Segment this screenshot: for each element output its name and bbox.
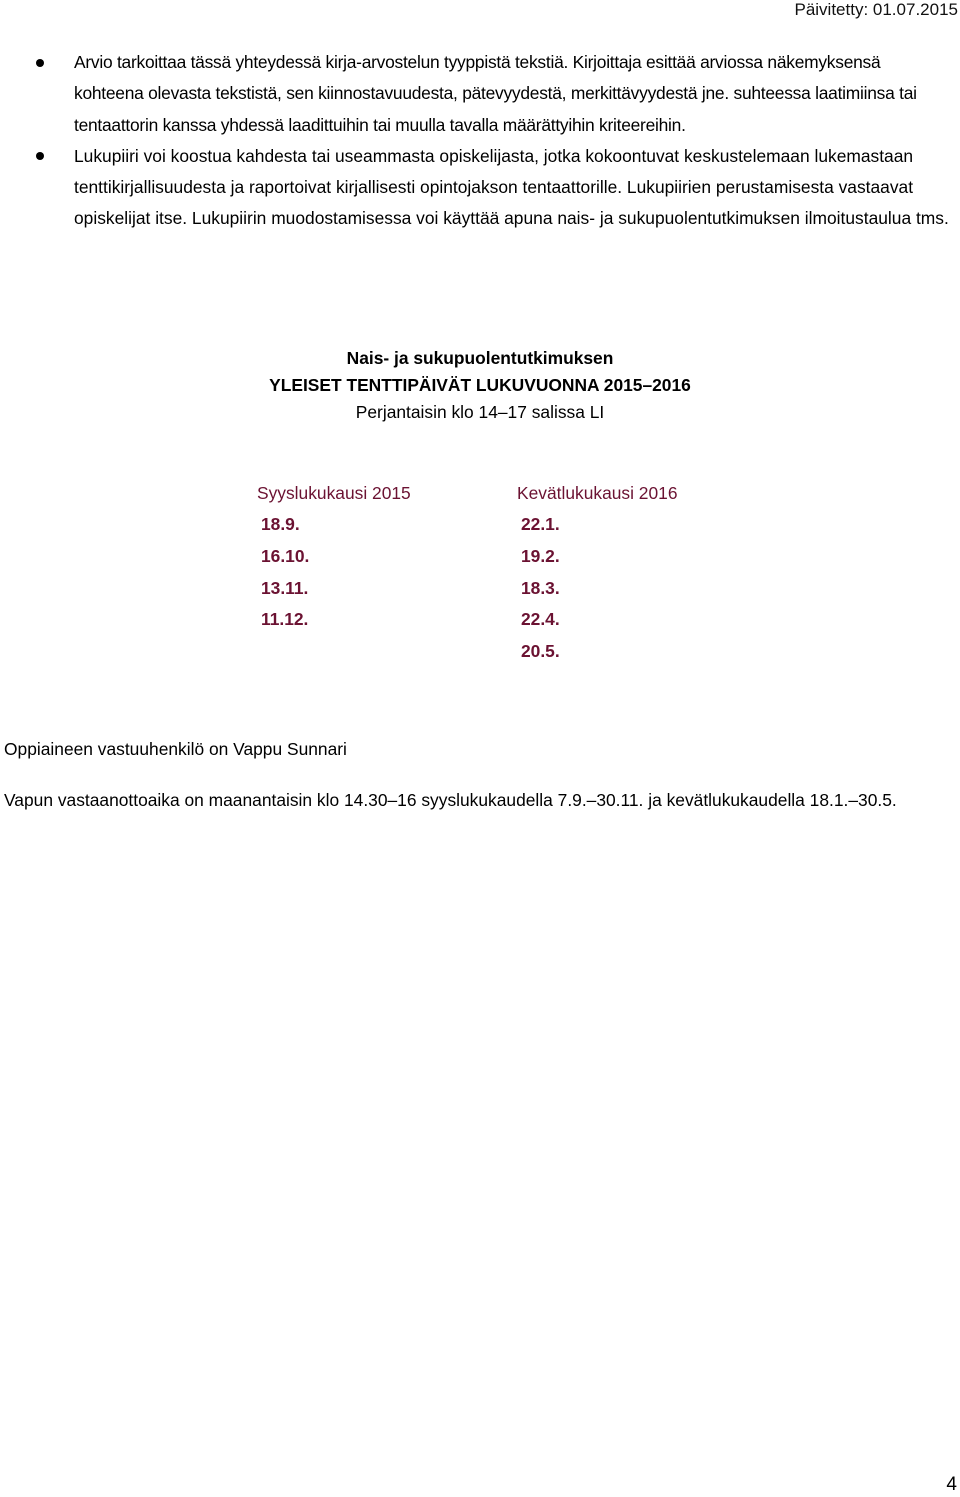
exam-title-line1: Nais- ja sukupuolentutkimuksen bbox=[346, 348, 614, 368]
exam-date: 11.12. bbox=[261, 609, 309, 630]
exam-date: 18.9. bbox=[261, 514, 300, 534]
bullet-icon bbox=[36, 152, 44, 160]
responsible-person: Oppiaineen vastuuhenkilö on Vappu Sunnari bbox=[4, 739, 347, 759]
exam-date: 19.2. bbox=[521, 545, 560, 566]
bullet-text: Lukupiiri voi koostua kahdesta tai useammasta opiskelijasta, jotka kokoontuvat keskustelemaan lukemastaan tenttikirjallisuudesta ja raportoivat kirjallisesti opintojakson tentaattorille. Lukupiirien perustamisesta vastaavat opiskelijat itse. Lukupiirin muodostamisessa voi käyttää apuna nais- ja sukupuolentutkimuksen ilmoitustaulua tms. bbox=[74, 145, 949, 229]
bullet-list bbox=[0, 47, 960, 235]
exam-date: 22.1. bbox=[521, 514, 560, 534]
exam-info bbox=[0, 345, 960, 426]
exam-title-line2: YLEISET TENTTIPÄIVÄT LUKUVUONNA 2015–2016 bbox=[269, 375, 691, 395]
exam-date: 13.11. bbox=[261, 577, 309, 598]
bullet-item-review bbox=[0, 47, 960, 141]
page-number: 4 bbox=[946, 1474, 957, 1495]
bullet-icon bbox=[36, 59, 44, 67]
exam-date: 16.10. bbox=[261, 545, 310, 566]
bullet-text: Arvio tarkoittaa tässä yhteydessä kirja-arvostelun tyyppistä tekstiä. Kirjoittaja esittää arviossa näkemyksensä kohteena olevasta tekstistä, sen kiinnostavuudesta, pätevyydestä, merkittävyydestä jne. suhteessa laatimiinsa tai tentaattorin kanssa yhdessä laadittuihin tai muulla tavalla määrättyihin kriteereihin. bbox=[74, 52, 917, 135]
bullet-item-reading-circle bbox=[0, 141, 960, 235]
spring-semester-heading: Kevätlukukausi 2016 bbox=[517, 483, 678, 503]
exam-date: 22.4. bbox=[521, 609, 560, 630]
exam-subtitle: Perjantaisin klo 14–17 salissa LI bbox=[355, 402, 605, 422]
exam-date: 20.5. bbox=[521, 641, 560, 662]
spring-semester-column bbox=[517, 478, 678, 667]
fall-semester-heading: Syyslukukausi 2015 bbox=[257, 483, 411, 503]
exam-date: 18.3. bbox=[521, 577, 560, 598]
fall-semester-column bbox=[257, 478, 411, 635]
office-hours: Vapun vastaanottoaika on maanantaisin klo 14.30–16 syyslukukaudella 7.9.–30.11. ja kevätlukukaudella 18.1.–30.5. bbox=[4, 790, 897, 810]
updated-date: Päivitetty: 01.07.2015 bbox=[794, 0, 958, 19]
